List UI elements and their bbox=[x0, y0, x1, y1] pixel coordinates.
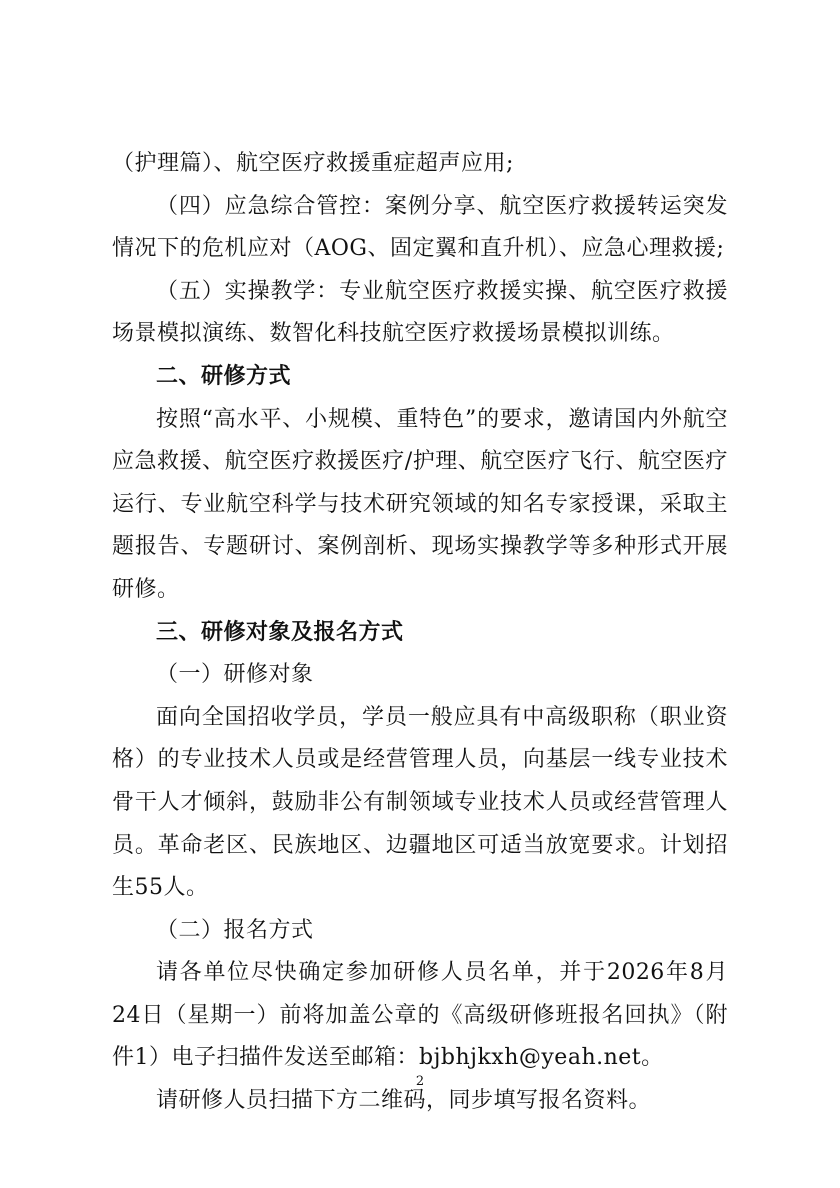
section-heading-study-method: 二、研修方式 bbox=[156, 363, 292, 389]
paragraph-participants: 面向全国招收学员，学员一般应具有中高级职称（职业资格）的专业技术人员或是经营管理人员，向基层一线专业技术骨干人才倾斜，鼓励非公有制领域专业技术人员或经营管理人员。革命老区、民族地区、边疆地区可适当放宽要求。计划招生55人。 bbox=[112, 704, 728, 901]
paragraph-nursing-ultrasound: （护理篇）、航空医疗救援重症超声应用; bbox=[112, 151, 514, 176]
paragraph-practical-teaching: （五）实操教学：专业航空医疗救援实操、航空医疗救援场景模拟演练、数智化科技航空医疗救援场景模拟训练。 bbox=[112, 278, 728, 347]
page-number: 2 bbox=[415, 1074, 425, 1089]
paragraph-emergency-control: （四）应急综合管控：案例分享、航空医疗救援转运突发情况下的危机应对（AOG、固定翼和直升机）、应急心理救援; bbox=[112, 193, 728, 262]
paragraph-qr-instruction: 请研修人员扫描下方二维码，同步填写报名资料。 bbox=[156, 1088, 652, 1114]
paragraph-study-method: 按照“高水平、小规模、重特色”的要求，邀请国内外航空应急救援、航空医疗救援医疗/护理、航空医疗飞行、航空医疗运行、专业航空科学与技术研究领域的知名专家授课，采取主题报告、专题研讨、案例剖析、现场实操教学等多种形式开展研修。 bbox=[112, 406, 728, 602]
subheading-registration: （二）报名方式 bbox=[156, 917, 314, 943]
section-heading-participants-registration: 三、研修对象及报名方式 bbox=[156, 619, 404, 645]
subheading-participants: （一）研修对象 bbox=[156, 662, 314, 688]
paragraph-registration: 请各单位尽快确定参加研修人员名单，并于2026年8月24日（星期一）前将加盖公章的《高级研修班报名回执》（附件1）电子扫描件发送至邮箱：bjbhjkxh@yeah.net。 bbox=[112, 960, 728, 1071]
document-body bbox=[112, 143, 728, 1123]
